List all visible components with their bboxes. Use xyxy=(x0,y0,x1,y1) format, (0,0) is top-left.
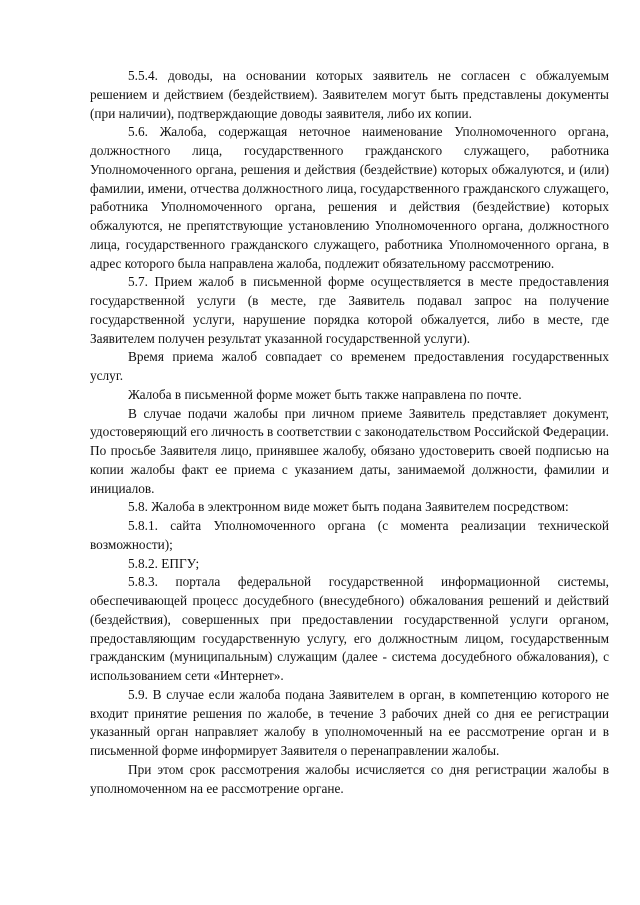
paragraph-by-mail: Жалоба в письменной форме может быть также направлена по почте. xyxy=(128,386,522,402)
paragraph-5-7: 5.7. Прием жалоб в письменной форме осуществляется в месте предоставления государственной услуги (в месте, где Заявитель подавал запрос на получение государственной услуги, нарушение порядка которой обжалуется, либо в месте, где Заявителем получен результат указанной государственной услуги). xyxy=(90,274,609,346)
paragraph-5-5-4: 5.5.4. доводы, на основании которых заявитель не согласен с обжалуемым решением и действием (бездействием). Заявителем могут быть представлены документы (при наличии), подтверждающие доводы заявителя, либо их копии. xyxy=(90,68,609,121)
paragraph-5-8-3: 5.8.3. портала федеральной государственной информационной системы, обеспечивающей процесс досудебного (внесудебного) обжалования решений и действий (бездействия), совершенных при предоставлении государственной услуги органом, предоставляющим государственную услугу, его должностным лицом, государственным гражданским (муниципальным) служащим (далее - система досудебного обжалования), с использованием сети «Интернет». xyxy=(90,574,609,683)
paragraph-5-9: 5.9. В случае если жалоба подана Заявителем в орган, в компетенцию которого не входит принятие решения по жалобе, в течение 3 рабочих дней со дня ее регистрации указанный орган направляет жалобу в уполномоченный на ее рассмотрение орган и в письменной форме информирует Заявителя о перенаправлении жалобы. xyxy=(90,686,609,758)
paragraph-5-8-2: 5.8.2. ЕПГУ; xyxy=(128,555,200,571)
paragraph-reception-time: Время приема жалоб совпадает со временем предоставления государственных услуг. xyxy=(90,349,609,383)
paragraph-5-8-1: 5.8.1. сайта Уполномоченного органа (с момента реализации технической возможности); xyxy=(90,518,609,552)
paragraph-review-term: При этом срок рассмотрения жалобы исчисляется со дня регистрации жалобы в уполномоченном на ее рассмотрение органе. xyxy=(90,761,609,796)
paragraph-5-8: 5.8. Жалоба в электронном виде может быть подана Заявителем посредством: xyxy=(128,499,569,515)
paragraph-5-6: 5.6. Жалоба, содержащая неточное наименование Уполномоченного органа, должностного лица, государственного гражданского служащего, работника Уполномоченного органа, решения и действия (бездействие) которых обжалуются, и (или) фамилии, имени, отчества должностного лица, государственного гражданского служащего, работника Уполномоченного органа, решения и действия (бездействие) которых обжалуются, не препятствующие установлению Уполномоченного органа, должностного лица, государственного гражданского служащего, работника Уполномоченного органа, в адрес которого была направлена жалоба, подлежит обязательному рассмотрению. xyxy=(90,124,609,271)
paragraph-personal-reception: В случае подачи жалобы при личном приеме Заявитель представляет документ, удостоверяющий его личность в соответствии с законодательством Российской Федерации. По просьбе Заявителя лицо, принявшее жалобу, обязано удостоверить своей подписью на копии жалобы факт ее приема с указанием даты, занимаемой должности, фамилии и инициалов. xyxy=(90,405,609,496)
